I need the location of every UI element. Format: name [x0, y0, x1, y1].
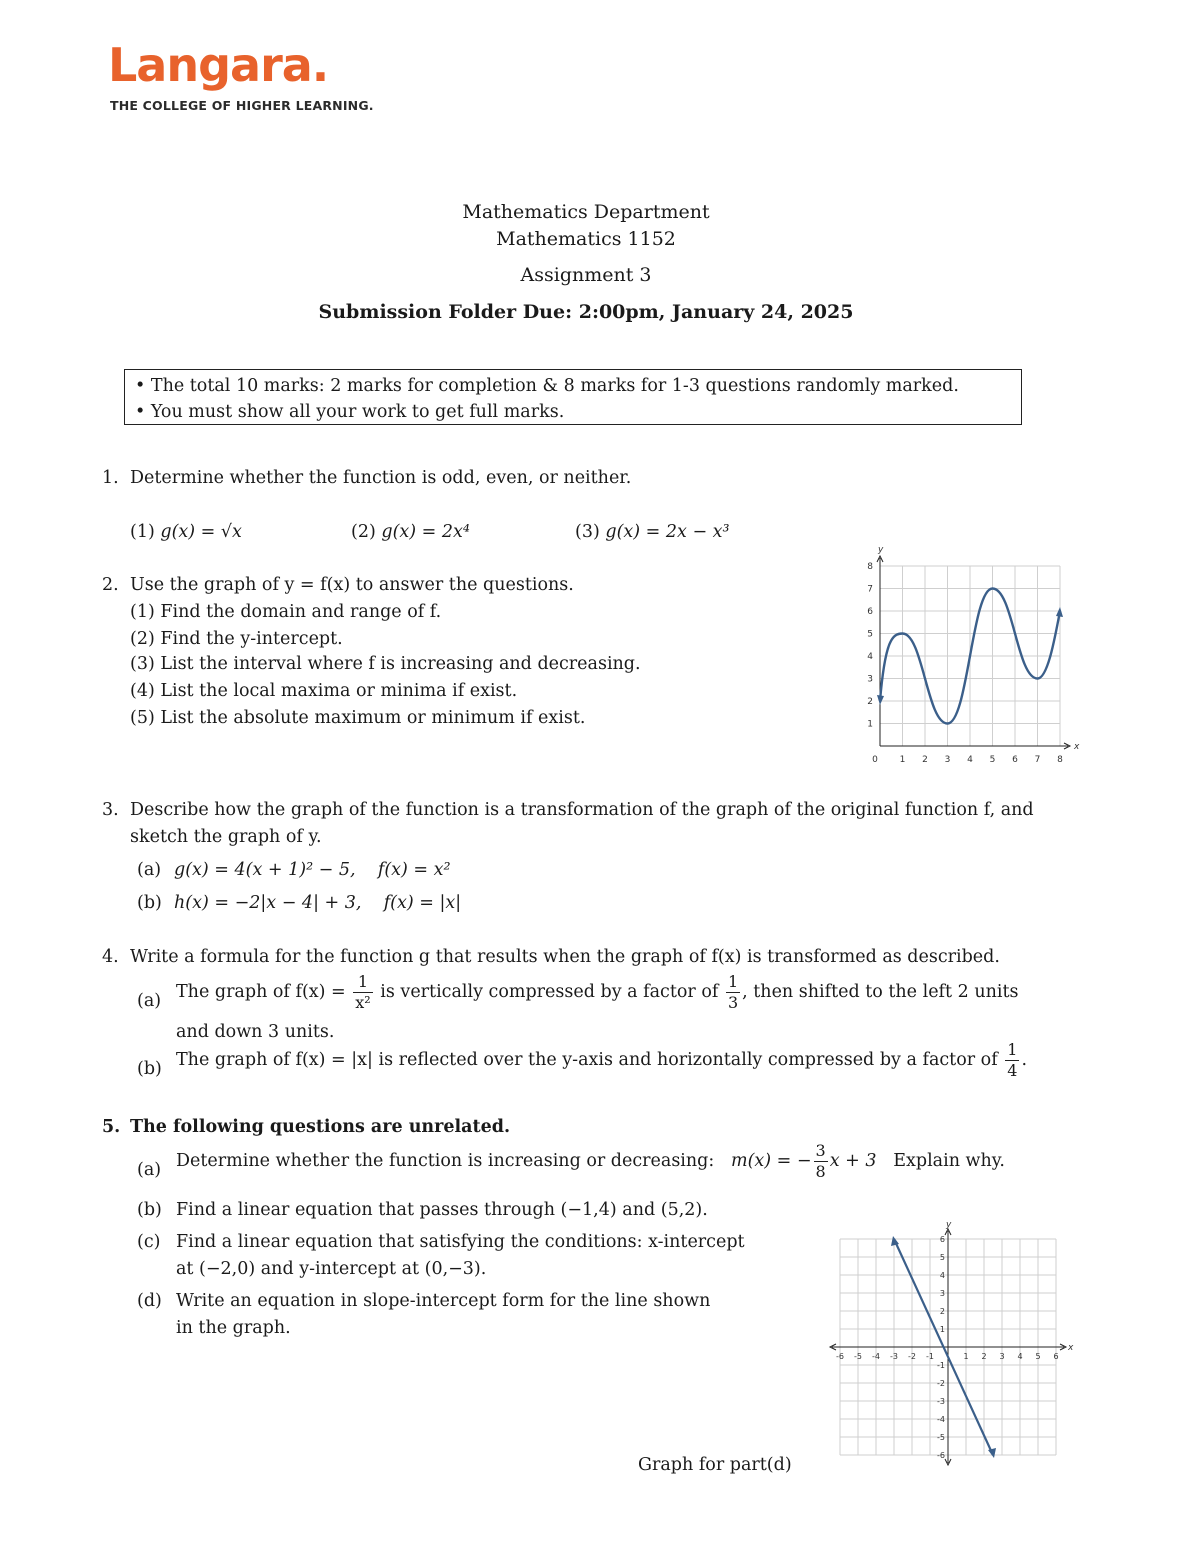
y-tick-label: 2 [939, 1307, 945, 1316]
x-tick-label: -5 [854, 1352, 862, 1361]
x-tick-label: 2 [981, 1352, 987, 1361]
y-tick-label: -6 [937, 1451, 945, 1460]
assignment-title: Assignment 3 [520, 264, 652, 286]
x-tick-label: 5 [989, 755, 996, 765]
x-axis-label: x [1074, 742, 1080, 752]
x-tick-label: 6 [1012, 755, 1018, 765]
bullet-icon: • [135, 402, 151, 422]
x-axis-label: x [1068, 1343, 1074, 1353]
x-tick-label: -4 [872, 1352, 880, 1361]
q2-part: (3) List the interval where f is increasing and decreasing. [130, 654, 641, 674]
y-tick-label: -4 [937, 1415, 945, 1424]
y-tick-label: 7 [867, 584, 873, 595]
department-title: Mathematics Department [462, 201, 710, 223]
x-tick-label: -6 [836, 1352, 844, 1361]
y-axis-label: y [878, 545, 884, 555]
y-tick-label: -1 [937, 1361, 945, 1370]
x-tick-label: -1 [926, 1352, 934, 1361]
logo-tagline: THE COLLEGE OF HIGHER LEARNING. [110, 98, 374, 113]
q5-part-a: Determine whether the function is increasing or decreasing: m(x) = − $\frac{3}{8}$ x + 3 Explain why. [176, 1141, 1005, 1181]
y-tick-label: 6 [939, 1235, 945, 1244]
y-tick-label: 8 [867, 562, 873, 572]
function-graph [858, 542, 1083, 767]
q5-part-d-line2: in the graph. [176, 1318, 291, 1338]
y-tick-label: 3 [867, 674, 873, 685]
curve-end-arrow-icon [1056, 607, 1063, 617]
y-axis-label: y [946, 1220, 952, 1230]
notes-box [124, 369, 1022, 425]
y-tick-label: 2 [867, 697, 873, 707]
course-title: Mathematics 1152 [496, 228, 676, 250]
y-tick-label: -2 [937, 1379, 945, 1388]
x-tick-label: 1 [963, 1352, 969, 1361]
q3-part-a: g(x) = 4(x + 1)² − 5, f(x) = x² [174, 860, 451, 880]
y-tick-label: 3 [939, 1289, 945, 1298]
x-tick-label: 7 [1034, 755, 1041, 765]
line-end-arrow-icon [988, 1448, 996, 1458]
x-tick-label: 0 [872, 755, 878, 765]
y-tick-label: 1 [867, 719, 873, 730]
y-tick-label: 6 [867, 607, 873, 617]
langara-logo: Langara. [108, 38, 329, 92]
q4-part-a: The graph of f(x) = $\frac{1}{\text{x²}}$ is vertically compressed by a factor of $\frac{1}{3}$ , then shifted to the left 2 units [176, 972, 1019, 1012]
curve-start-arrow-icon [877, 695, 884, 705]
x-tick-label: 2 [922, 755, 928, 765]
question-3-text-2: sketch the graph of y. [130, 827, 322, 847]
x-tick-label: -2 [908, 1352, 916, 1361]
y-tick-label: 1 [939, 1325, 945, 1334]
q1-part-1: (1) g(x) = √x [130, 522, 242, 542]
question-4-text: Write a formula for the function g that results when the graph of f(x) is transformed as described. [130, 947, 1000, 967]
x-tick-label: 4 [967, 755, 973, 765]
q2-part: (4) List the local maxima or minima if exist. [130, 681, 518, 701]
question-5-text: The following questions are unrelated. [130, 1117, 511, 1137]
x-tick-label: 8 [1057, 755, 1063, 765]
note-item: • You must show all your work to get full marks. [135, 402, 565, 422]
q5-part-c-line2: at (−2,0) and y-intercept at (0,−3). [176, 1259, 487, 1279]
q4-part-a-line2: and down 3 units. [176, 1022, 335, 1042]
q3-part-b: h(x) = −2|x − 4| + 3, f(x) = |x| [174, 893, 462, 913]
bullet-icon: • [135, 376, 151, 396]
q5-part-d: Write an equation in slope-intercept form for the line shown [176, 1291, 711, 1311]
x-tick-label: 6 [1053, 1352, 1059, 1361]
x-tick-label: 4 [1017, 1352, 1023, 1361]
q4-part-b: The graph of f(x) = |x| is reflected over the y-axis and horizontally compressed by a factor of $\frac{1}{4}$ . [176, 1040, 1028, 1080]
y-tick-label: 4 [867, 652, 873, 662]
y-tick-label: -3 [937, 1397, 945, 1406]
x-tick-label: 1 [899, 755, 906, 765]
q5-part-b: Find a linear equation that passes through (−1,4) and (5,2). [176, 1200, 708, 1220]
y-tick-label: 4 [939, 1271, 945, 1280]
q2-part: (1) Find the domain and range of f. [130, 602, 442, 622]
question-1-text: Determine whether the function is odd, even, or neither. [130, 468, 632, 488]
question-3-text: Describe how the graph of the function is a transformation of the graph of the original function f, and [130, 800, 1034, 820]
y-tick-label: 5 [867, 629, 873, 640]
graph-caption: Graph for part(d) [638, 1455, 792, 1475]
line-end-arrow-icon [891, 1236, 899, 1246]
question-2-text: Use the graph of y = f(x) to answer the questions. [130, 575, 574, 595]
y-tick-label: -5 [937, 1433, 945, 1442]
y-tick-label: 5 [939, 1253, 945, 1262]
q1-part-2: (2) g(x) = 2x⁴ [351, 522, 470, 542]
x-tick-label: 3 [944, 755, 951, 765]
due-date: Submission Folder Due: 2:00pm, January 24, 2025 [318, 301, 854, 323]
q2-part: (5) List the absolute maximum or minimum if exist. [130, 708, 586, 728]
x-tick-label: -3 [890, 1352, 898, 1361]
q2-part: (2) Find the y-intercept. [130, 629, 343, 649]
q1-part-3: (3) g(x) = 2x − x³ [575, 522, 730, 542]
x-tick-label: 5 [1035, 1352, 1041, 1361]
note-item: • The total 10 marks: 2 marks for completion & 8 marks for 1-3 questions randomly marked. [135, 376, 959, 396]
q5-part-c: Find a linear equation that satisfying the conditions: x-intercept [176, 1232, 745, 1252]
x-tick-label: 3 [999, 1352, 1005, 1361]
line-graph [826, 1212, 1082, 1468]
